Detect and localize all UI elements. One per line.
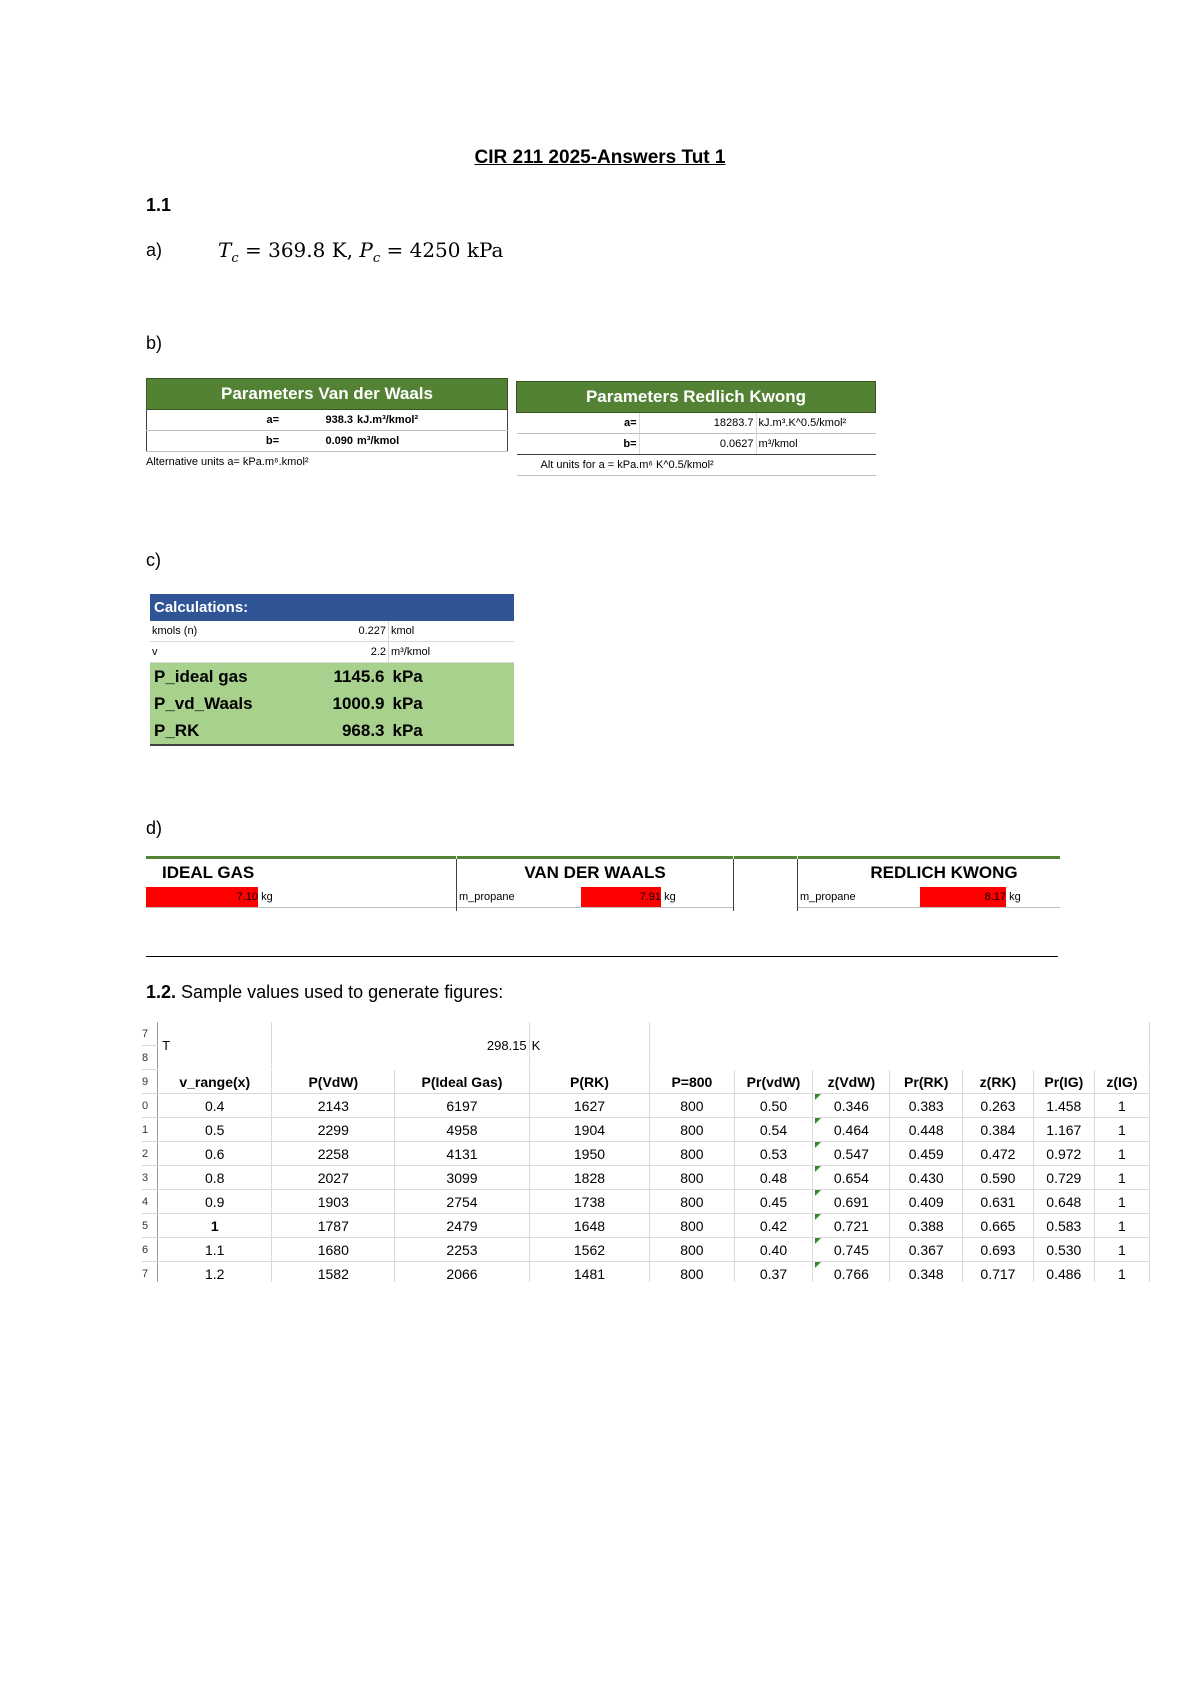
row-number: 2 <box>142 1142 158 1166</box>
rk-b-label: b= <box>517 434 640 455</box>
tc-symbol: T <box>218 238 232 262</box>
table-cell: 0.717 <box>963 1262 1034 1283</box>
table-row <box>142 1142 1150 1166</box>
data-sheet <box>142 1022 1150 1282</box>
table-cell: 0.448 <box>890 1118 963 1142</box>
vdw-mass-unit: kg <box>664 891 676 903</box>
ideal-gas-mass-unit: kg <box>261 891 273 903</box>
table-cell: 2479 <box>395 1214 529 1238</box>
table-cell: 1738 <box>529 1190 650 1214</box>
section-1-2-number: 1.2. <box>146 982 177 1002</box>
table-cell: 0.384 <box>963 1118 1034 1142</box>
vdw-a-value: 938.3 <box>281 410 355 431</box>
rk-b-value: 0.0627 <box>639 434 756 455</box>
column-header: v_range(x) <box>158 1070 272 1094</box>
table-cell: 0.547 <box>813 1142 890 1166</box>
pressure-row-label: P_ideal gas <box>150 663 304 691</box>
data-sheet-body <box>142 1094 1150 1283</box>
section-1-2-heading <box>146 982 503 1003</box>
table-cell: 2258 <box>272 1142 395 1166</box>
rk-params-table <box>516 381 876 476</box>
table-cell: 0.4 <box>158 1094 272 1118</box>
part-d-label: d) <box>146 818 163 838</box>
calc-row-label: kmols (n) <box>150 621 304 642</box>
table-cell: 1 <box>1094 1190 1149 1214</box>
table-cell: 0.40 <box>734 1238 813 1262</box>
table-cell: 3099 <box>395 1166 529 1190</box>
table-cell: 0.745 <box>813 1238 890 1262</box>
column-header: Pr(IG) <box>1033 1070 1094 1094</box>
row-number: 8 <box>142 1046 158 1070</box>
rk-mass-block <box>798 856 1060 911</box>
row-number: 3 <box>142 1166 158 1190</box>
table-cell: 2253 <box>395 1238 529 1262</box>
column-header: z(RK) <box>963 1070 1034 1094</box>
pressure-row-unit: kPa <box>389 690 515 717</box>
table-cell: 800 <box>650 1190 734 1214</box>
table-cell: 0.648 <box>1033 1190 1094 1214</box>
column-header: Pr(vdW) <box>734 1070 813 1094</box>
table-cell: 0.409 <box>890 1190 963 1214</box>
pressure-row-value: 1145.6 <box>304 663 389 691</box>
row-number: 0 <box>142 1094 158 1118</box>
vdw-mass-label: m_propane <box>459 891 515 903</box>
table-cell: 0.631 <box>963 1190 1034 1214</box>
row-number: 4 <box>142 1190 158 1214</box>
section-1-2-text: Sample values used to generate figures: <box>181 982 504 1002</box>
table-cell: 1680 <box>272 1238 395 1262</box>
temperature-unit: K <box>529 1022 650 1070</box>
rk-a-unit: kJ.m³.K^0.5/kmol² <box>756 413 876 434</box>
pressure-row-value: 968.3 <box>304 717 389 745</box>
table-cell: 1.1 <box>158 1238 272 1262</box>
table-cell: 4958 <box>395 1118 529 1142</box>
pc-value: = 4250 kPa <box>386 238 504 262</box>
table-cell: 1 <box>1094 1214 1149 1238</box>
table-cell: 0.367 <box>890 1238 963 1262</box>
table-cell: 1 <box>158 1214 272 1238</box>
vdw-b-value: 0.090 <box>281 431 355 452</box>
table-cell: 0.972 <box>1033 1142 1094 1166</box>
column-header: z(IG) <box>1094 1070 1149 1094</box>
table-row <box>142 1094 1150 1118</box>
table-cell: 1.458 <box>1033 1094 1094 1118</box>
table-cell: 0.590 <box>963 1166 1034 1190</box>
vdw-alt-units-note: Alternative units a= kPa.m⁶.kmol² <box>146 456 309 468</box>
table-cell: 0.388 <box>890 1214 963 1238</box>
pressure-row-value: 1000.9 <box>304 690 389 717</box>
table-cell: 1903 <box>272 1190 395 1214</box>
calculations-header: Calculations: <box>150 594 514 621</box>
table-cell: 2143 <box>272 1094 395 1118</box>
ideal-gas-mass-value: 7.10 <box>146 887 258 907</box>
table-cell: 2299 <box>272 1118 395 1142</box>
table-cell: 2754 <box>395 1190 529 1214</box>
table-cell: 800 <box>650 1118 734 1142</box>
column-header: P(VdW) <box>272 1070 395 1094</box>
table-cell: 800 <box>650 1262 734 1283</box>
calculations-table <box>150 594 514 746</box>
section-1-1-label: 1.1 <box>146 195 172 215</box>
table-cell: 1.2 <box>158 1262 272 1283</box>
vdw-b-unit: m³/kmol <box>355 431 508 452</box>
table-cell: 0.8 <box>158 1166 272 1190</box>
table-row <box>142 1214 1150 1238</box>
table-cell: 0.263 <box>963 1094 1034 1118</box>
table-cell: 0.54 <box>734 1118 813 1142</box>
critical-constants-formula <box>218 238 503 266</box>
table-cell: 1 <box>1094 1118 1149 1142</box>
table-cell: 800 <box>650 1238 734 1262</box>
data-sheet-table <box>142 1022 1150 1282</box>
vdw-params-header: Parameters Van der Waals <box>147 379 508 410</box>
table-row <box>142 1262 1150 1283</box>
rk-params-block <box>516 381 876 476</box>
rk-mass-row <box>798 887 1060 908</box>
rk-mass-label: m_propane <box>800 891 856 903</box>
table-cell: 0.729 <box>1033 1166 1094 1190</box>
vdw-mass-value: 7.91 <box>581 887 661 907</box>
table-cell: 1904 <box>529 1118 650 1142</box>
table-cell: 800 <box>650 1166 734 1190</box>
table-cell: 1 <box>1094 1142 1149 1166</box>
vdw-params-table <box>146 378 508 452</box>
table-cell: 1648 <box>529 1214 650 1238</box>
table-cell: 4131 <box>395 1142 529 1166</box>
table-cell: 0.5 <box>158 1118 272 1142</box>
table-cell: 0.6 <box>158 1142 272 1166</box>
table-cell: 0.459 <box>890 1142 963 1166</box>
table-cell: 0.654 <box>813 1166 890 1190</box>
d-spacer-cell <box>734 856 797 911</box>
rk-mass-value: 8.17 <box>920 887 1006 907</box>
vdw-params-block <box>146 378 508 468</box>
part-c-label: c) <box>146 550 161 570</box>
table-cell: 1787 <box>272 1214 395 1238</box>
column-header: z(VdW) <box>813 1070 890 1094</box>
table-cell: 0.530 <box>1033 1238 1094 1262</box>
table-cell: 0.383 <box>890 1094 963 1118</box>
part-a-label: a) <box>146 240 163 260</box>
table-cell: 800 <box>650 1142 734 1166</box>
temperature-label: T <box>158 1022 272 1070</box>
tc-value: = 369.8 K, <box>244 238 360 262</box>
row-number: 6 <box>142 1238 158 1262</box>
rk-mass-header: REDLICH KWONG <box>870 863 1018 882</box>
table-cell: 0.721 <box>813 1214 890 1238</box>
row-number: 7 <box>142 1262 158 1283</box>
table-cell: 0.346 <box>813 1094 890 1118</box>
tc-subscript: c <box>231 251 239 266</box>
vdw-b-label: b= <box>147 431 282 452</box>
row-number: 5 <box>142 1214 158 1238</box>
blank-cells <box>650 1022 1150 1070</box>
rk-b-unit: m³/kmol <box>756 434 876 455</box>
document-title: CIR 211 2025-Answers Tut 1 <box>474 147 726 168</box>
table-cell: 0.665 <box>963 1214 1034 1238</box>
table-cell: 0.766 <box>813 1262 890 1283</box>
table-row <box>142 1238 1150 1262</box>
calc-row-value: 2.2 <box>304 642 389 663</box>
table-cell: 0.693 <box>963 1238 1034 1262</box>
table-cell: 0.348 <box>890 1262 963 1283</box>
table-cell: 0.48 <box>734 1166 813 1190</box>
table-cell: 0.53 <box>734 1142 813 1166</box>
calc-row-value: 0.227 <box>304 621 389 642</box>
pressure-row-unit: kPa <box>389 717 515 745</box>
table-cell: 0.472 <box>963 1142 1034 1166</box>
vdw-mass-row <box>457 887 733 908</box>
calc-row-unit: kmol <box>389 621 515 642</box>
table-cell: 800 <box>650 1214 734 1238</box>
table-cell: 0.464 <box>813 1118 890 1142</box>
row-number: 1 <box>142 1118 158 1142</box>
table-cell: 0.9 <box>158 1190 272 1214</box>
pc-symbol: P <box>359 238 373 262</box>
part-b-label: b) <box>146 333 163 353</box>
rk-alt-units-note: Alt units for a = kPa.m⁶ K^0.5/kmol² <box>517 455 876 476</box>
table-cell: 0.45 <box>734 1190 813 1214</box>
table-cell: 0.583 <box>1033 1214 1094 1238</box>
column-header: P(Ideal Gas) <box>395 1070 529 1094</box>
table-cell: 0.691 <box>813 1190 890 1214</box>
calc-row-unit: m³/kmol <box>389 642 515 663</box>
table-row <box>142 1166 1150 1190</box>
table-cell: 1562 <box>529 1238 650 1262</box>
pressure-row-label: P_RK <box>150 717 304 745</box>
table-cell: 6197 <box>395 1094 529 1118</box>
table-cell: 1582 <box>272 1262 395 1283</box>
ideal-gas-row <box>146 887 456 908</box>
table-cell: 1627 <box>529 1094 650 1118</box>
table-cell: 0.486 <box>1033 1262 1094 1283</box>
temperature-value: 298.15 <box>272 1022 529 1070</box>
pressure-row-label: P_vd_Waals <box>150 690 304 717</box>
column-header: P(RK) <box>529 1070 650 1094</box>
table-cell: 1 <box>1094 1094 1149 1118</box>
table-cell: 0.430 <box>890 1166 963 1190</box>
table-cell: 1828 <box>529 1166 650 1190</box>
rk-mass-unit: kg <box>1009 891 1021 903</box>
table-cell: 2066 <box>395 1262 529 1283</box>
table-cell: 1 <box>1094 1238 1149 1262</box>
table-row <box>142 1190 1150 1214</box>
ideal-gas-block <box>146 856 456 911</box>
calc-row-label: v <box>150 642 304 663</box>
table-row <box>142 1118 1150 1142</box>
pressure-row-unit: kPa <box>389 663 515 691</box>
section-separator <box>146 956 1058 957</box>
table-cell: 0.37 <box>734 1262 813 1283</box>
table-cell: 1.167 <box>1033 1118 1094 1142</box>
table-cell: 2027 <box>272 1166 395 1190</box>
table-cell: 800 <box>650 1094 734 1118</box>
table-cell: 1 <box>1094 1262 1149 1283</box>
vdw-a-label: a= <box>147 410 282 431</box>
table-cell: 0.50 <box>734 1094 813 1118</box>
pc-subscript: c <box>372 251 381 266</box>
column-header: P=800 <box>650 1070 734 1094</box>
row-number: 7 <box>142 1022 158 1046</box>
rk-params-header: Parameters Redlich Kwong <box>517 382 876 413</box>
rk-a-label: a= <box>517 413 640 434</box>
table-cell: 1481 <box>529 1262 650 1283</box>
vdw-a-unit: kJ.m³/kmol² <box>355 410 508 431</box>
table-cell: 1 <box>1094 1166 1149 1190</box>
vdw-mass-block <box>457 856 733 911</box>
ideal-gas-header: IDEAL GAS <box>162 863 255 882</box>
table-cell: 0.42 <box>734 1214 813 1238</box>
column-header: Pr(RK) <box>890 1070 963 1094</box>
rk-a-value: 18283.7 <box>639 413 756 434</box>
row-number: 9 <box>142 1070 158 1094</box>
table-cell: 1950 <box>529 1142 650 1166</box>
vdw-mass-header: VAN DER WAALS <box>524 863 666 882</box>
